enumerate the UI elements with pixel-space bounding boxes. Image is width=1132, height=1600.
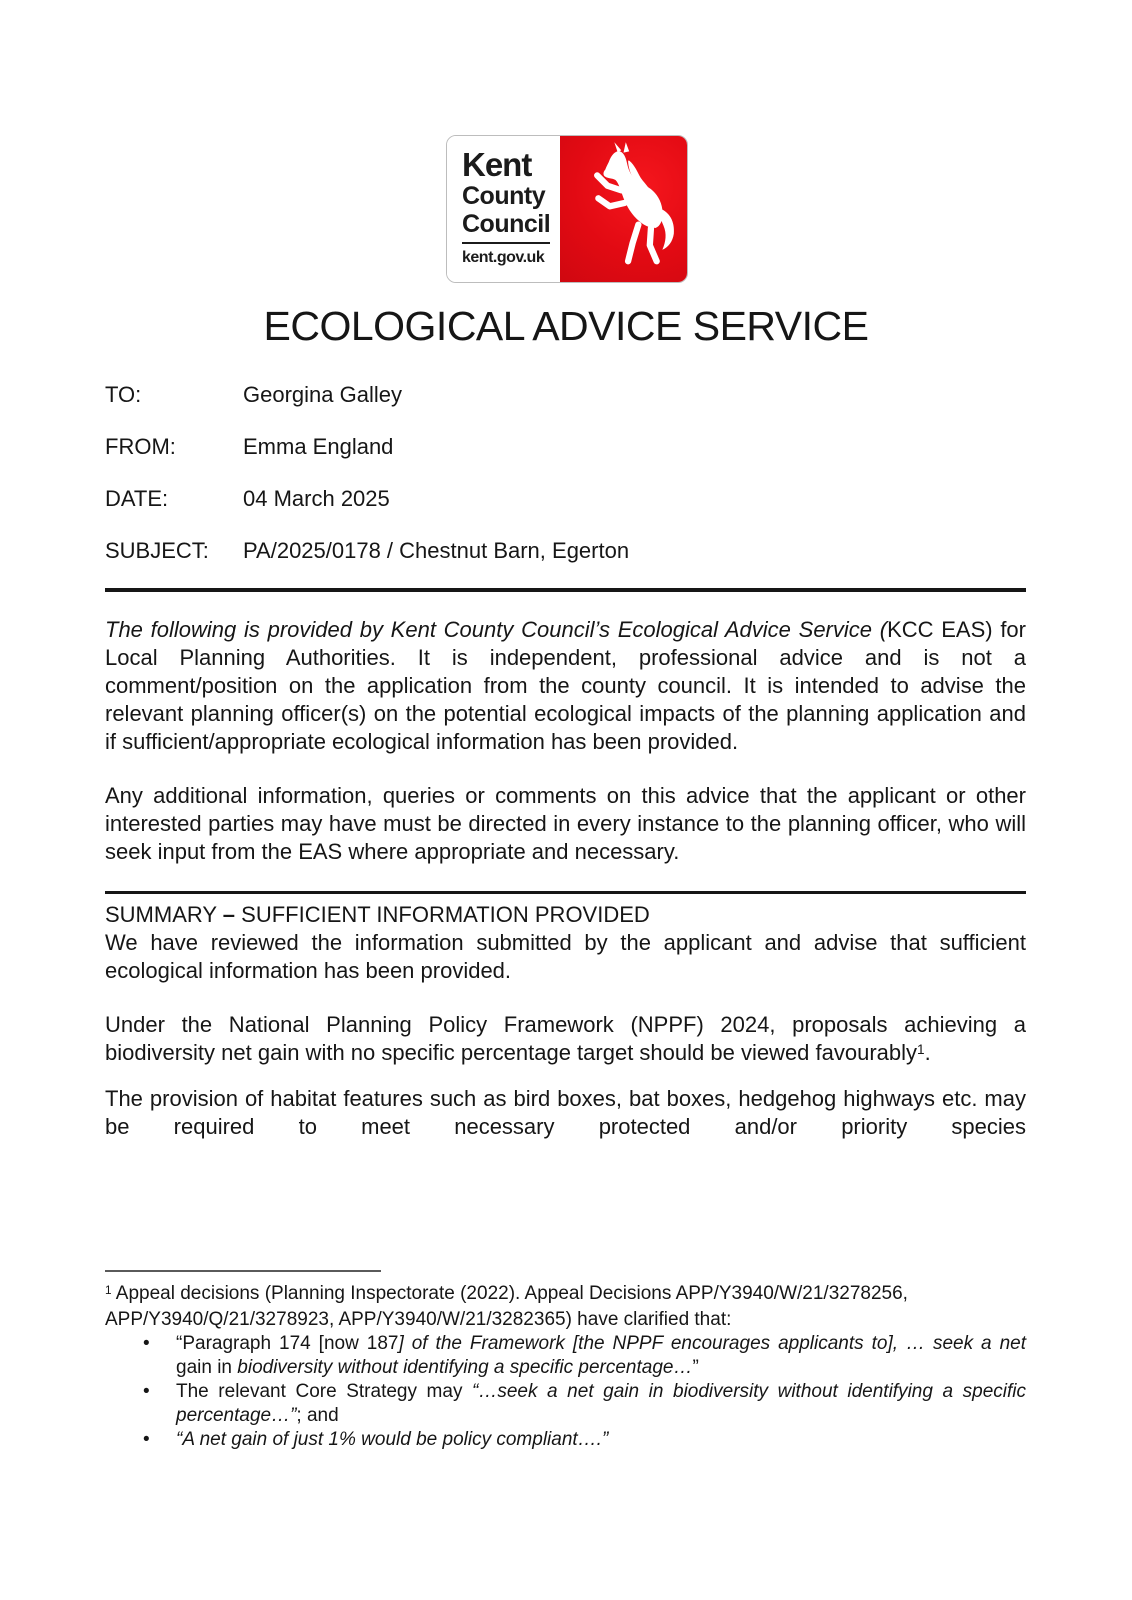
memo-row-to: [105, 381, 1026, 409]
logo-word-county: County: [462, 182, 546, 210]
logo-word-council: Council: [462, 212, 550, 244]
paragraph-direction: Any additional information, queries or comments on this advice that the applicant or other interested parties may have must be directed in every instance to the planning officer, who will seek input from the EAS where appropriate and necessary.: [105, 783, 1026, 864]
summary-heading: SUMMARY – SUFFICIENT INFORMATION PROVIDED: [105, 902, 650, 927]
memo-label-subject: SUBJECT:: [105, 538, 209, 563]
memo-row-date: [105, 485, 1026, 513]
memo-header: [105, 381, 1026, 589]
memo-value-from: Emma England: [243, 434, 394, 459]
footnote-divider: [105, 1270, 381, 1272]
kcc-logo-text-panel: [447, 136, 560, 282]
memo-row-from: [105, 433, 1026, 461]
memo-row-subject: [105, 537, 1026, 565]
memo-label-date: DATE:: [105, 486, 169, 511]
invicta-horse-icon: [565, 140, 682, 277]
memo-label-from: FROM:: [105, 434, 176, 459]
memo-value-subject: PA/2025/0178 / Chestnut Barn, Egerton: [243, 538, 630, 563]
footnote-bullet-1: • “Paragraph 174 [now 187] of the Framework [the NPPF encourages applicants to], … seek a net gain in biodiversity without identifying a specific percentage…”: [105, 1332, 1026, 1380]
footnote-bullet-2: • The relevant Core Strategy may “…seek a net gain in biodiversity without identifying a specific percentage…”; and: [105, 1380, 1026, 1428]
paragraph-intro: The following is provided by Kent County Council’s Ecological Advice Service (KCC EAS) for Local Planning Authorities. It is independent, professional advice and is not a comment/position on the application from the county council. It is intended to advise the relevant planning officer(s) on the potential ecological impacts of the planning application and if sufficient/appropriate ecological information has been provided.: [105, 617, 1026, 754]
paragraph-provision: The provision of habitat features such as bird boxes, bat boxes, hedgehog highways etc. may be required to meet necessary protected and/or priority species: [105, 1086, 1026, 1139]
page-title: ECOLOGICAL ADVICE SERVICE: [263, 303, 869, 349]
summary-section: [105, 901, 1026, 985]
divider-thin: [105, 891, 1026, 894]
footnote-bullet-3: • “A net gain of just 1% would be policy compliant….”: [105, 1428, 1026, 1452]
kcc-logo-horse-panel: [560, 136, 687, 282]
footnote: [105, 1282, 1026, 1452]
memo-label-to: TO:: [105, 382, 142, 407]
divider-thick: [105, 588, 1026, 592]
memo-value-date: 04 March 2025: [243, 486, 390, 511]
summary-body: We have reviewed the information submitted by the applicant and advise that sufficient ecological information has been provided.: [105, 930, 1026, 983]
footnote-intro: $^1$ Appeal decisions (Planning Inspectorate (2022). Appeal Decisions APP/Y3940/W/21/3278256, APP/Y3940/Q/21/3278923, APP/Y3940/W/21/3282365) have clarified that:: [105, 1283, 908, 1330]
kcc-logo: [446, 135, 688, 283]
footnote-bullet-list: [105, 1332, 1026, 1452]
logo-word-kent: Kent: [462, 146, 532, 183]
logo-url: kent.gov.uk: [462, 249, 545, 266]
paragraph-nppf: Under the National Planning Policy Framework (NPPF) 2024, proposals achieving a biodiversity net gain with no specific percentage target should be viewed favourably$^1$.: [105, 1012, 1026, 1065]
memo-value-to: Georgina Galley: [243, 382, 402, 407]
